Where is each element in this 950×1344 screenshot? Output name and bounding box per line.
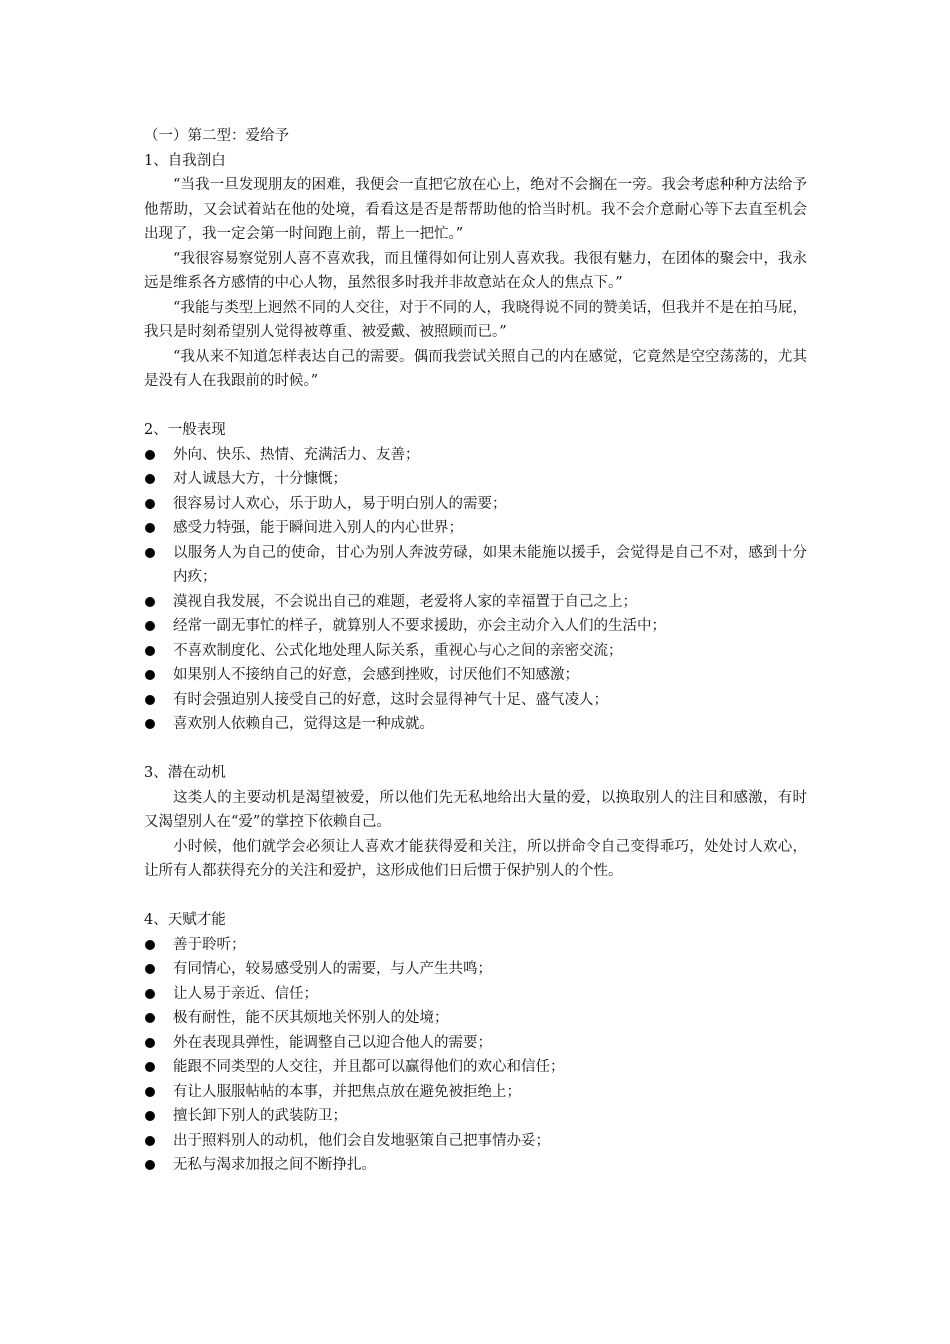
bullet-icon — [145, 621, 155, 631]
bullet-icon — [145, 695, 155, 705]
list-item-text: 不喜欢制度化、公式化地处理人际关系，重视心与心之间的亲密交流； — [173, 642, 623, 659]
bullet-icon — [145, 646, 155, 656]
list-item-text: 无私与渴求加报之间不断挣扎。 — [173, 1157, 376, 1173]
list-item-text: 外向、快乐、热情、充满活力、友善； — [173, 446, 420, 463]
bullet-icon — [145, 548, 155, 558]
paragraph: “我从来不知道怎样表达自己的需要。偶而我尝试关照自己的内在感觉，它竟然是空空荡荡的，尤其是没有人在我跟前的时候。” — [144, 348, 807, 389]
bullet-icon — [145, 597, 155, 607]
list-item-text: 喜欢别人依赖自己，觉得这是一种成就。 — [173, 716, 434, 732]
list-item-text: 有让人服服帖帖的本事，并把焦点放在避免被拒绝上； — [173, 1083, 521, 1100]
list-item-text: 很容易讨人欢心，乐于助人，易于明白别人的需要； — [173, 495, 507, 512]
section-heading-self-disclosure: 1、自我剖白 — [144, 152, 226, 169]
list-item — [144, 1129, 807, 1154]
bullet-icon — [145, 450, 155, 460]
paragraph: “当我一旦发现朋友的困难，我便会一直把它放在心上，绝对不会搁在一旁。我会考虑种种方法给予他帮助，又会试着站在他的处境，看看这是否是帮帮助他的恰当时机。我不会介意耐心等下去直至机会出现了，我一定会第一时间跑上前，帮上一把忙。” — [144, 177, 807, 242]
list-item — [144, 516, 807, 541]
list-item-text: 以服务人为自己的使命，甘心为别人奔波劳碌，如果未能施以援手，会觉得是自己不对，感到十分内疚； — [173, 544, 807, 585]
bullet-icon — [145, 1087, 155, 1097]
bullet-icon — [145, 1062, 155, 1072]
list-item — [144, 1055, 807, 1080]
list-item — [144, 957, 807, 982]
bullet-icon — [145, 1013, 155, 1023]
bullet-icon — [145, 964, 155, 974]
bullet-list-general-behavior — [144, 443, 807, 737]
section-heading-motivation: 3、潜在动机 — [144, 765, 226, 781]
list-item — [144, 1006, 807, 1031]
list-item-text: 善于聆听； — [173, 936, 246, 953]
list-item-text: 经常一副无事忙的样子，就算别人不要求援助，亦会主动介入人们的生活中； — [173, 618, 666, 634]
list-item-text: 出于照料别人的动机，他们会自发地驱策自己把事情办妥； — [173, 1132, 550, 1149]
spacer — [144, 884, 807, 909]
list-item-text: 漠视自我发展，不会说出自己的难题，老爱将人家的幸福置于自己之上； — [173, 593, 637, 610]
list-item — [144, 688, 807, 713]
list-item — [144, 933, 807, 958]
list-item — [144, 492, 807, 517]
paragraph: “我能与类型上迥然不同的人交往，对于不同的人，我晓得说不同的赞美话，但我并不是在拍马屁，我只是时刻希望别人觉得被尊重、被爱戴、被照顾而已。” — [144, 299, 807, 340]
bullet-icon — [145, 989, 155, 999]
list-item — [144, 1031, 807, 1056]
list-item — [144, 1104, 807, 1129]
list-item-text: 让人易于亲近、信任； — [173, 985, 318, 1002]
list-item-text: 外在表现具弹性，能调整自己以迎合他人的需要； — [173, 1034, 492, 1051]
spacer — [144, 394, 807, 419]
bullet-icon — [145, 523, 155, 533]
bullet-icon — [145, 1160, 155, 1170]
list-item — [144, 982, 807, 1007]
spacer — [144, 737, 807, 762]
list-item-text: 有时会强迫别人接受自己的好意，这时会显得神气十足、盛气凌人； — [173, 691, 608, 708]
list-item-text: 擅长卸下别人的武装防卫； — [173, 1108, 347, 1124]
section-heading-general-behavior: 2、一般表现 — [144, 422, 226, 438]
bullet-icon — [145, 1038, 155, 1048]
list-item-text: 有同情心，较易感受别人的需要，与人产生共鸣； — [173, 961, 492, 977]
bullet-list-talents — [144, 933, 807, 1178]
paragraph: 这类人的主要动机是渴望被爱，所以他们先无私地给出大量的爱，以换取别人的注目和感激，有时又渴望别人在“爱”的掌控下依赖自己。 — [144, 789, 807, 830]
bullet-icon — [145, 474, 155, 484]
paragraph: 小时候，他们就学会必须让人喜欢才能获得爱和关注，所以拼命令自己变得乖巧，处处讨人欢心，让所有人都获得充分的关注和爱护，这形成他们日后惯于保护别人的个性。 — [144, 838, 807, 879]
document-title: （一）第二型：爱给予 — [144, 128, 289, 144]
list-item — [144, 663, 807, 688]
bullet-icon — [145, 1111, 155, 1121]
list-item — [144, 639, 807, 664]
list-item — [144, 443, 807, 468]
paragraph: “我很容易察觉别人喜不喜欢我，而且懂得如何让别人喜欢我。我很有魅力，在团体的聚会中，我永远是维系各方感情的中心人物，虽然很多时我并非故意站在众人的焦点下。” — [144, 250, 807, 291]
list-item — [144, 1153, 807, 1178]
list-item — [144, 614, 807, 639]
bullet-icon — [145, 670, 155, 680]
list-item — [144, 541, 807, 590]
bullet-icon — [145, 499, 155, 509]
bullet-icon — [145, 719, 155, 729]
bullet-icon — [145, 1136, 155, 1146]
list-item-text: 能跟不同类型的人交往，并且都可以赢得他们的欢心和信任； — [173, 1059, 565, 1075]
list-item-text: 如果别人不接纳自己的好意，会感到挫败，讨厌他们不知感激； — [173, 667, 579, 683]
section-heading-talents: 4、天赋才能 — [144, 912, 226, 928]
document-page — [144, 124, 807, 1178]
list-item-text: 感受力特强，能于瞬间进入别人的内心世界； — [173, 520, 463, 536]
list-item — [144, 712, 807, 737]
list-item — [144, 1080, 807, 1105]
list-item-text: 对人诚恳大方，十分慷慨； — [173, 471, 347, 487]
list-item — [144, 590, 807, 615]
list-item-text: 极有耐性，能不厌其烦地关怀别人的处境； — [173, 1010, 449, 1026]
list-item — [144, 467, 807, 492]
bullet-icon — [145, 940, 155, 950]
